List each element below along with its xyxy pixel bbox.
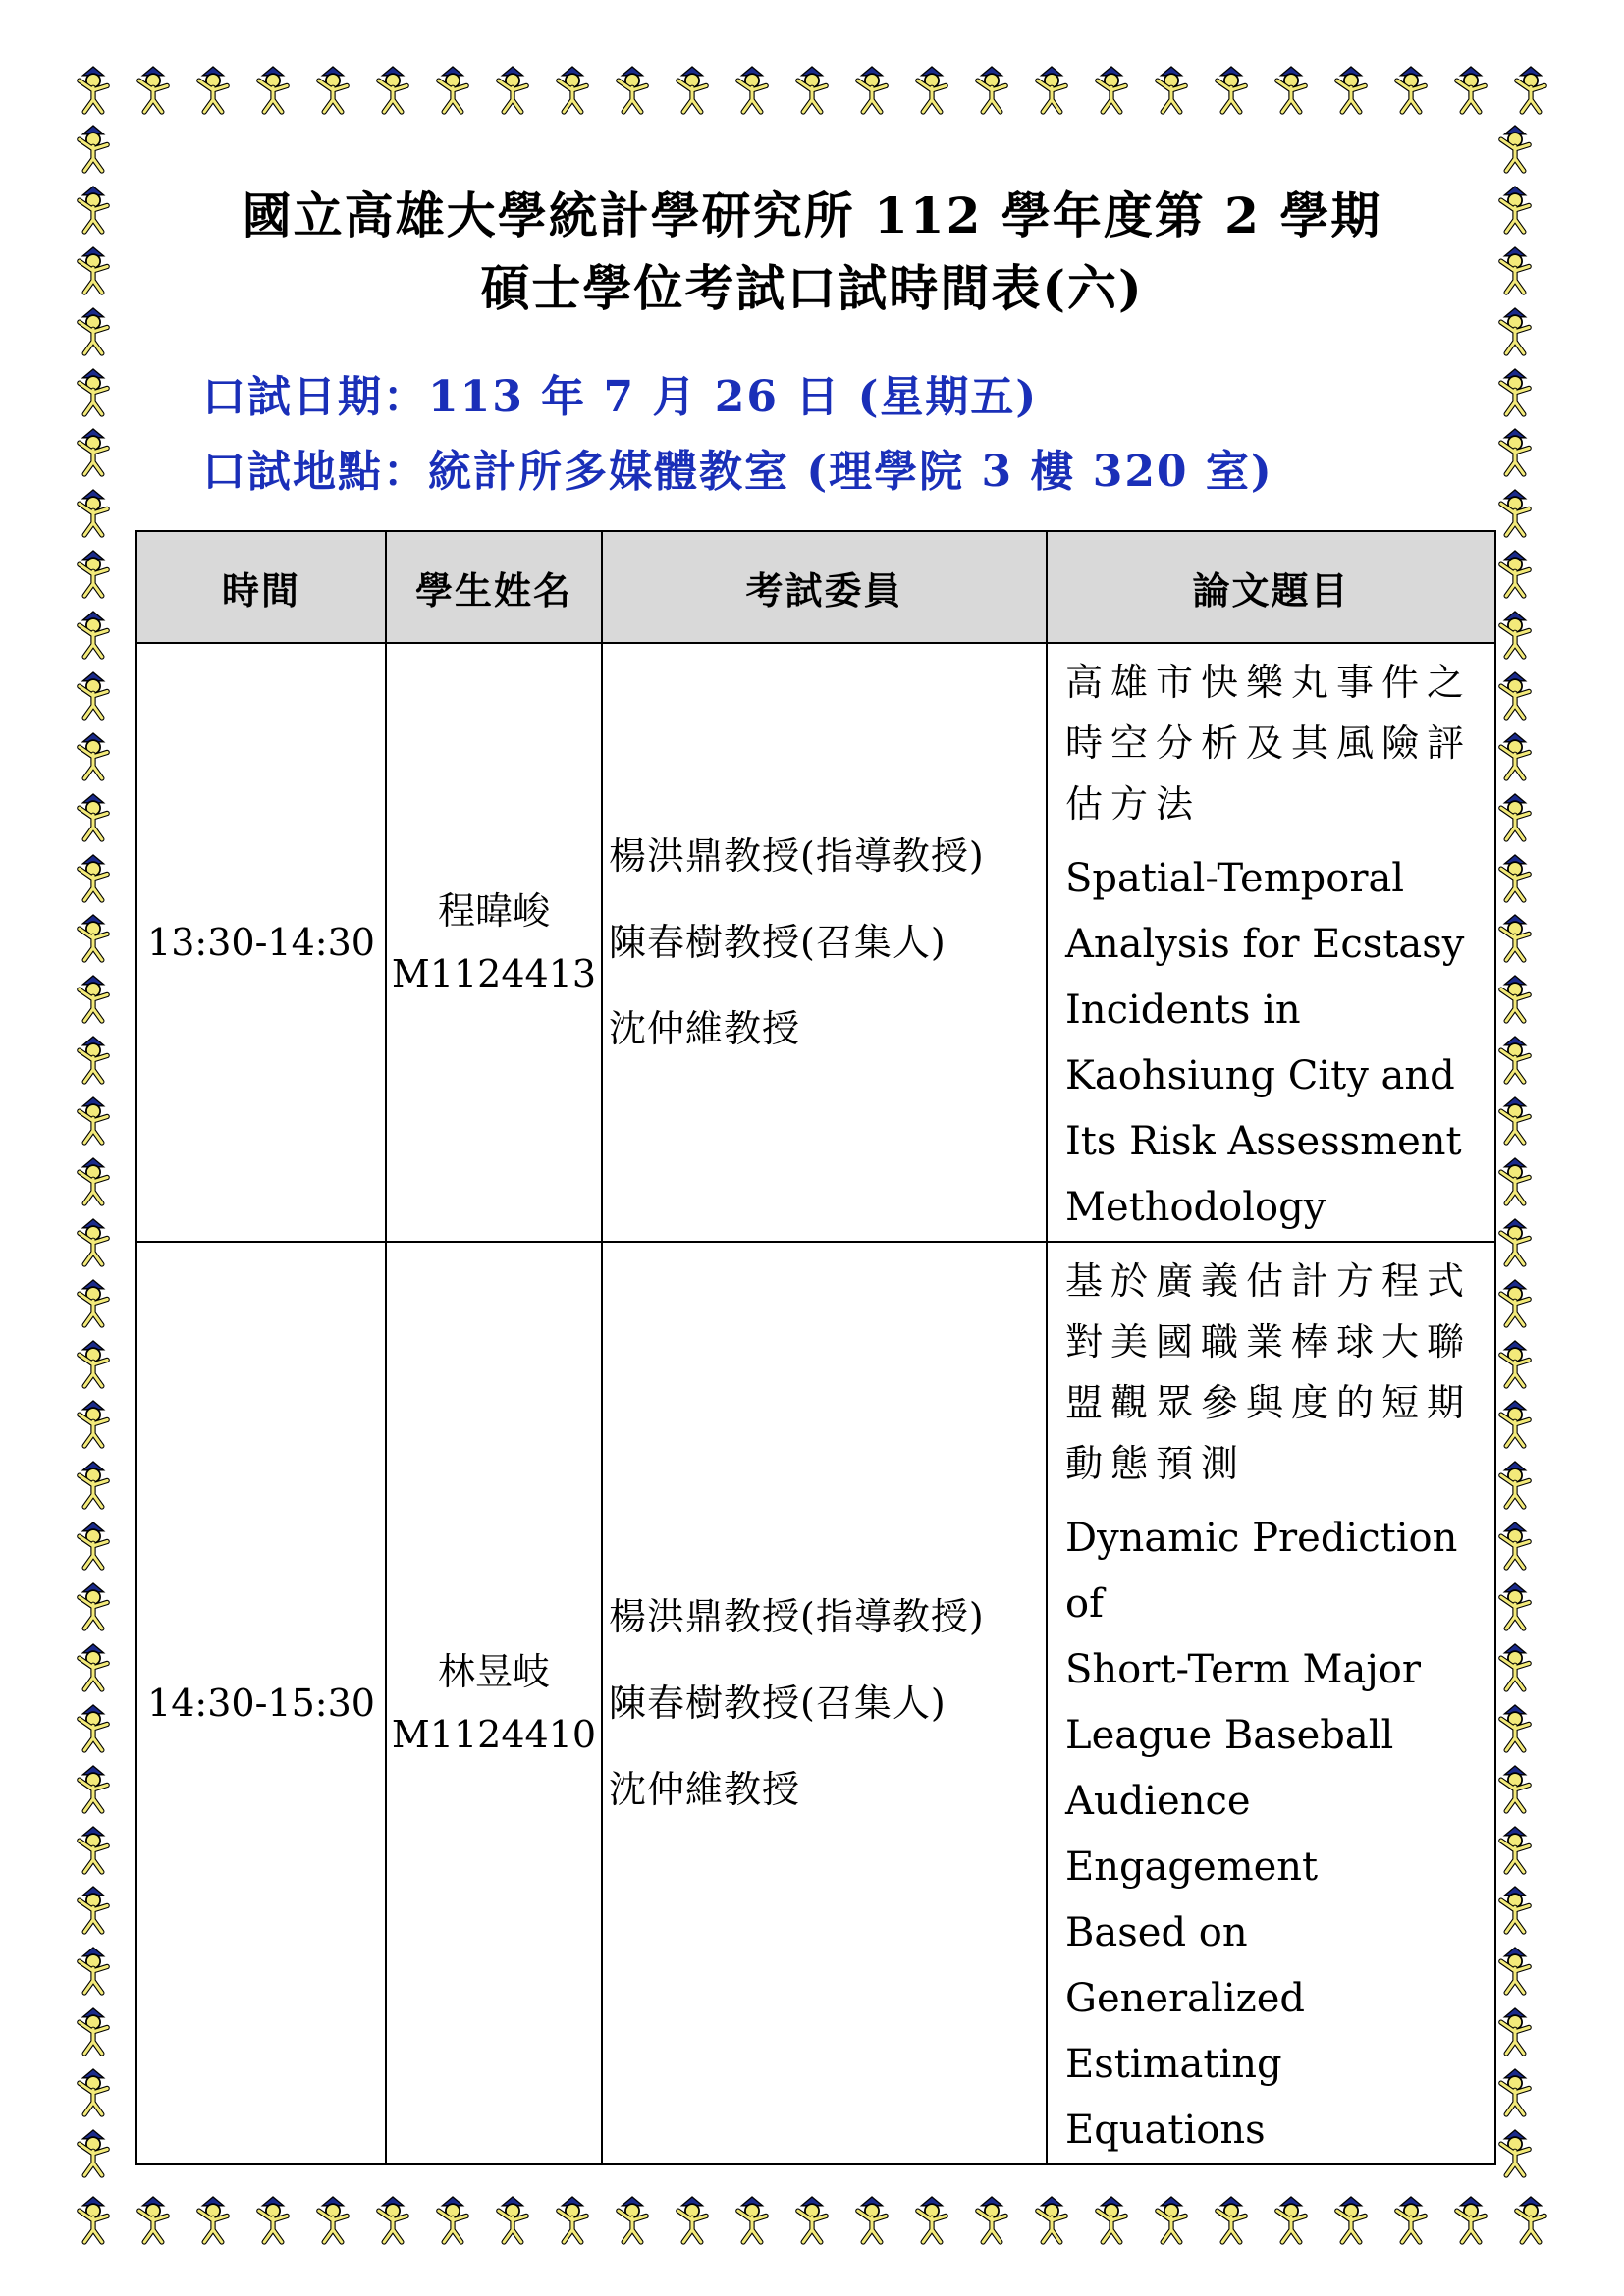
waving-person-icon bbox=[1448, 2191, 1493, 2248]
thesis-en-line: Audience Engagement bbox=[1065, 1779, 1319, 1890]
waving-person-icon bbox=[430, 61, 475, 118]
waving-person-icon bbox=[670, 61, 715, 118]
waving-person-icon bbox=[370, 2191, 415, 2248]
waving-person-icon bbox=[1492, 1213, 1538, 1270]
schedule-table bbox=[135, 530, 1496, 2165]
thesis-en-line: Spatial-Temporal bbox=[1065, 856, 1405, 901]
waving-person-icon bbox=[1492, 1456, 1538, 1513]
waving-person-icon bbox=[1492, 667, 1538, 723]
waving-person-icon bbox=[71, 484, 116, 541]
waving-person-icon bbox=[1492, 849, 1538, 906]
page-title: 國立高雄大學統計學研究所 112 學年度第 2 學期 bbox=[242, 187, 1382, 244]
page-border-top bbox=[71, 61, 1553, 118]
waving-person-icon bbox=[849, 61, 894, 118]
waving-person-icon bbox=[1508, 2191, 1553, 2248]
committee-member: 沈仲維教授 bbox=[609, 1768, 801, 1811]
header-thesis-title: 論文題目 bbox=[1047, 531, 1495, 643]
waving-person-icon bbox=[1492, 1699, 1538, 1756]
table-row bbox=[136, 1242, 1495, 2164]
waving-person-icon bbox=[250, 2191, 296, 2248]
waving-person-icon bbox=[610, 2191, 655, 2248]
waving-person-icon bbox=[1492, 1821, 1538, 1878]
waving-person-icon bbox=[1492, 970, 1538, 1027]
waving-person-icon bbox=[1269, 2191, 1314, 2248]
waving-person-icon bbox=[71, 1213, 116, 1270]
thesis-zh-line: 時空分析及其風險評 bbox=[1065, 721, 1473, 765]
thesis-title-en bbox=[1065, 846, 1483, 1241]
student-name: 林昱岐 bbox=[437, 1650, 550, 1693]
time-cell: 14:30-15:30 bbox=[136, 1242, 386, 2164]
waving-person-icon bbox=[849, 2191, 894, 2248]
waving-person-icon bbox=[1492, 484, 1538, 541]
waving-person-icon bbox=[909, 61, 954, 118]
thesis-en-line: League Baseball bbox=[1065, 1713, 1394, 1758]
waving-person-icon bbox=[1492, 120, 1538, 177]
waving-person-icon bbox=[1029, 2191, 1074, 2248]
student-name: 程暐峻 bbox=[437, 889, 550, 933]
time-cell: 13:30-14:30 bbox=[136, 643, 386, 1242]
waving-person-icon bbox=[1388, 2191, 1434, 2248]
exam-date: 口試日期：113 年 7 月 26 日 (星期五) bbox=[202, 372, 1039, 422]
waving-person-icon bbox=[71, 2002, 116, 2059]
waving-person-icon bbox=[71, 1274, 116, 1331]
waving-person-icon bbox=[1492, 2063, 1538, 2120]
waving-person-icon bbox=[71, 788, 116, 845]
waving-person-icon bbox=[1492, 1760, 1538, 1817]
waving-person-icon bbox=[71, 181, 116, 238]
student-id: M1124413 bbox=[391, 952, 597, 995]
waving-person-icon bbox=[71, 545, 116, 602]
waving-person-icon bbox=[1269, 61, 1314, 118]
waving-person-icon bbox=[1328, 2191, 1374, 2248]
waving-person-icon bbox=[71, 1517, 116, 1574]
waving-person-icon bbox=[1149, 2191, 1194, 2248]
waving-person-icon bbox=[1209, 2191, 1254, 2248]
waving-person-icon bbox=[490, 2191, 535, 2248]
header-time: 時間 bbox=[136, 531, 386, 643]
thesis-cell bbox=[1047, 1242, 1495, 2164]
waving-person-icon bbox=[71, 363, 116, 420]
thesis-zh-line: 高雄市快樂丸事件之 bbox=[1065, 661, 1473, 704]
page-border-right bbox=[1492, 120, 1538, 2181]
waving-person-icon bbox=[1492, 241, 1538, 298]
waving-person-icon bbox=[190, 61, 236, 118]
thesis-en-line: Based on Generalized bbox=[1065, 1910, 1305, 2021]
waving-person-icon bbox=[1492, 1638, 1538, 1695]
waving-person-icon bbox=[1492, 363, 1538, 420]
waving-person-icon bbox=[1492, 2124, 1538, 2181]
waving-person-icon bbox=[670, 2191, 715, 2248]
waving-person-icon bbox=[1029, 61, 1074, 118]
waving-person-icon bbox=[909, 2191, 954, 2248]
thesis-en-line: Its Risk Assessment bbox=[1065, 1119, 1462, 1164]
waving-person-icon bbox=[1492, 1395, 1538, 1452]
committee-member: 陳春樹教授(召集人) bbox=[609, 921, 947, 964]
waving-person-icon bbox=[71, 849, 116, 906]
student-id: M1124410 bbox=[391, 1713, 597, 1756]
waving-person-icon bbox=[430, 2191, 475, 2248]
waving-person-icon bbox=[71, 1881, 116, 1938]
waving-person-icon bbox=[1492, 788, 1538, 845]
waving-person-icon bbox=[1492, 909, 1538, 966]
waving-person-icon bbox=[1448, 61, 1493, 118]
waving-person-icon bbox=[610, 61, 655, 118]
waving-person-icon bbox=[1492, 727, 1538, 784]
thesis-zh-line: 對美國職業棒球大聯 bbox=[1065, 1320, 1473, 1363]
thesis-en-line: Estimating Equations bbox=[1065, 2042, 1282, 2153]
thesis-zh-line: 動態預測 bbox=[1065, 1442, 1247, 1485]
waving-person-icon bbox=[1492, 1152, 1538, 1209]
waving-person-icon bbox=[1492, 1274, 1538, 1331]
waving-person-icon bbox=[250, 61, 296, 118]
waving-person-icon bbox=[1492, 1942, 1538, 1999]
waving-person-icon bbox=[71, 1638, 116, 1695]
waving-person-icon bbox=[789, 2191, 835, 2248]
waving-person-icon bbox=[490, 61, 535, 118]
waving-person-icon bbox=[1508, 61, 1553, 118]
thesis-en-line: Dynamic Prediction of bbox=[1065, 1516, 1458, 1627]
thesis-zh-line: 估方法 bbox=[1065, 782, 1202, 826]
thesis-title-zh bbox=[1065, 652, 1483, 834]
waving-person-icon bbox=[1492, 1517, 1538, 1574]
committee-member: 沈仲維教授 bbox=[609, 1007, 801, 1050]
thesis-title-zh bbox=[1065, 1251, 1483, 1494]
waving-person-icon bbox=[71, 61, 116, 118]
student-cell bbox=[386, 643, 602, 1242]
thesis-en-line: Incidents in bbox=[1065, 988, 1301, 1033]
table-header-row bbox=[136, 531, 1495, 643]
thesis-en-line: Methodology bbox=[1065, 1185, 1326, 1230]
waving-person-icon bbox=[1492, 606, 1538, 663]
waving-person-icon bbox=[1492, 302, 1538, 359]
waving-person-icon bbox=[730, 61, 775, 118]
committee-member: 楊洪鼎教授(指導教授) bbox=[609, 1595, 985, 1638]
waving-person-icon bbox=[71, 423, 116, 480]
header-committee: 考試委員 bbox=[602, 531, 1047, 643]
waving-person-icon bbox=[370, 61, 415, 118]
waving-person-icon bbox=[71, 120, 116, 177]
waving-person-icon bbox=[1492, 423, 1538, 480]
waving-person-icon bbox=[1492, 181, 1538, 238]
waving-person-icon bbox=[71, 909, 116, 966]
waving-person-icon bbox=[71, 1821, 116, 1878]
waving-person-icon bbox=[71, 2191, 116, 2248]
waving-person-icon bbox=[71, 1335, 116, 1392]
header-student-name: 學生姓名 bbox=[386, 531, 602, 643]
waving-person-icon bbox=[71, 667, 116, 723]
committee-cell bbox=[602, 643, 1047, 1242]
waving-person-icon bbox=[1089, 61, 1134, 118]
exam-location: 口試地點：統計所多媒體教室 (理學院 3 樓 320 室) bbox=[202, 447, 1273, 497]
waving-person-icon bbox=[131, 2191, 176, 2248]
thesis-cell bbox=[1047, 643, 1495, 1242]
committee-cell bbox=[602, 1242, 1047, 2164]
student-cell bbox=[386, 1242, 602, 2164]
waving-person-icon bbox=[1492, 1335, 1538, 1392]
page-subtitle: 碩士學位考試口試時間表(六) bbox=[480, 259, 1144, 317]
waving-person-icon bbox=[550, 61, 595, 118]
waving-person-icon bbox=[969, 2191, 1014, 2248]
thesis-zh-line: 基於廣義估計方程式 bbox=[1065, 1259, 1473, 1303]
waving-person-icon bbox=[1492, 1031, 1538, 1088]
waving-person-icon bbox=[789, 61, 835, 118]
waving-person-icon bbox=[71, 241, 116, 298]
waving-person-icon bbox=[71, 2063, 116, 2120]
waving-person-icon bbox=[71, 1395, 116, 1452]
waving-person-icon bbox=[71, 727, 116, 784]
waving-person-icon bbox=[969, 61, 1014, 118]
waving-person-icon bbox=[1492, 1881, 1538, 1938]
thesis-title-en bbox=[1065, 1506, 1483, 2163]
waving-person-icon bbox=[1328, 61, 1374, 118]
waving-person-icon bbox=[71, 2124, 116, 2181]
waving-person-icon bbox=[71, 1577, 116, 1634]
thesis-en-line: Short-Term Major bbox=[1065, 1647, 1421, 1692]
waving-person-icon bbox=[71, 1031, 116, 1088]
waving-person-icon bbox=[1149, 61, 1194, 118]
waving-person-icon bbox=[550, 2191, 595, 2248]
waving-person-icon bbox=[71, 1092, 116, 1148]
waving-person-icon bbox=[1209, 61, 1254, 118]
page-border-bottom bbox=[71, 2191, 1553, 2248]
waving-person-icon bbox=[1492, 545, 1538, 602]
thesis-zh-line: 盟觀眾參與度的短期 bbox=[1065, 1381, 1473, 1424]
page-border-left bbox=[71, 120, 116, 2181]
waving-person-icon bbox=[1492, 2002, 1538, 2059]
waving-person-icon bbox=[310, 61, 355, 118]
waving-person-icon bbox=[71, 1760, 116, 1817]
waving-person-icon bbox=[310, 2191, 355, 2248]
waving-person-icon bbox=[1492, 1577, 1538, 1634]
thesis-en-line: Kaohsiung City and bbox=[1065, 1053, 1455, 1098]
waving-person-icon bbox=[71, 1942, 116, 1999]
waving-person-icon bbox=[71, 970, 116, 1027]
waving-person-icon bbox=[1492, 1092, 1538, 1148]
waving-person-icon bbox=[71, 606, 116, 663]
waving-person-icon bbox=[1089, 2191, 1134, 2248]
committee-member: 楊洪鼎教授(指導教授) bbox=[609, 834, 985, 878]
waving-person-icon bbox=[1388, 61, 1434, 118]
waving-person-icon bbox=[71, 1699, 116, 1756]
thesis-en-line: Analysis for Ecstasy bbox=[1065, 922, 1465, 967]
waving-person-icon bbox=[730, 2191, 775, 2248]
committee-member: 陳春樹教授(召集人) bbox=[609, 1682, 947, 1725]
waving-person-icon bbox=[131, 61, 176, 118]
waving-person-icon bbox=[190, 2191, 236, 2248]
waving-person-icon bbox=[71, 1152, 116, 1209]
table-row bbox=[136, 643, 1495, 1242]
waving-person-icon bbox=[71, 1456, 116, 1513]
waving-person-icon bbox=[71, 302, 116, 359]
